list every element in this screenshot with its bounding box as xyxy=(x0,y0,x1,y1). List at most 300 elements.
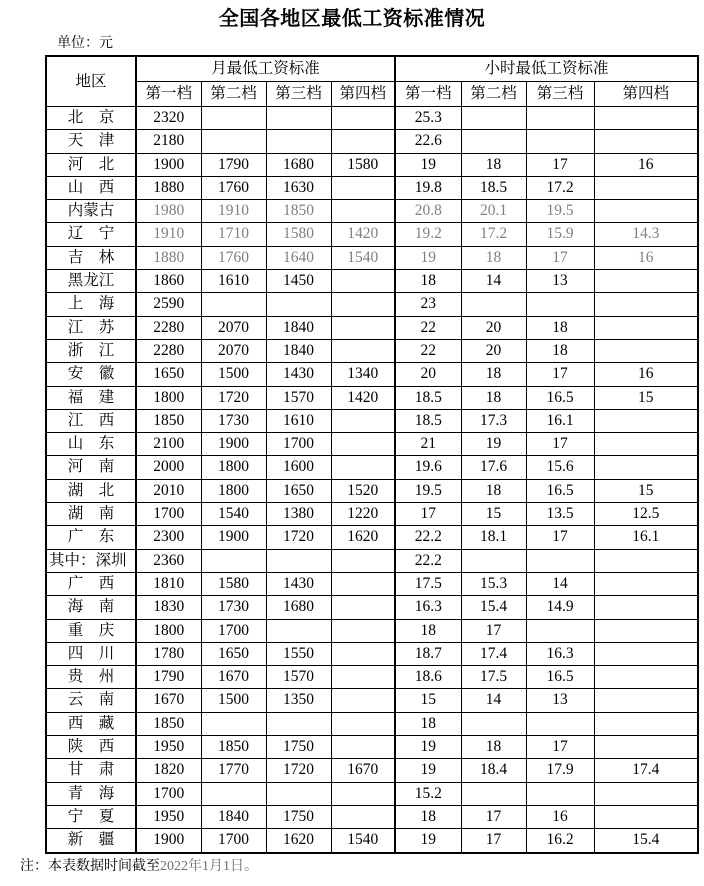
region-cell: 海 南 xyxy=(46,596,136,619)
region-cell: 四 川 xyxy=(46,642,136,665)
monthly-tier-3-cell: 1550 xyxy=(266,642,331,665)
monthly-tier-3-cell: 1570 xyxy=(266,386,331,409)
hourly-tier-2-cell: 17 xyxy=(461,805,526,828)
monthly-tier-1-cell: 1880 xyxy=(136,176,201,199)
region-cell: 天 津 xyxy=(46,130,136,153)
hourly-tier-4-cell xyxy=(594,572,698,595)
monthly-tier-2-cell: 1700 xyxy=(201,619,266,642)
monthly-tier-1-cell: 1800 xyxy=(136,386,201,409)
hourly-tier-2-cell xyxy=(461,130,526,153)
region-cell: 辽 宁 xyxy=(46,223,136,246)
hourly-tier-4-cell: 16 xyxy=(594,363,698,386)
table-row xyxy=(46,736,698,759)
footnote-date: 2022年1月1日。 xyxy=(160,858,258,874)
monthly-tier-4-cell xyxy=(331,666,395,689)
hourly-tier-2-cell: 18.1 xyxy=(461,526,526,549)
region-cell: 浙 江 xyxy=(46,339,136,362)
monthly-tier-2-cell: 1760 xyxy=(201,176,266,199)
hourly-tier-1-cell: 23 xyxy=(395,293,461,316)
monthly-tier-1-cell: 1820 xyxy=(136,759,201,782)
hourly-tier-4-cell xyxy=(594,782,698,805)
region-cell: 内蒙古 xyxy=(46,200,136,223)
region-cell: 河 南 xyxy=(46,456,136,479)
monthly-tier-3-cell: 1840 xyxy=(266,339,331,362)
hourly-tier-3-cell xyxy=(526,712,594,735)
table-row xyxy=(46,130,698,153)
hourly-tier-4-cell xyxy=(594,619,698,642)
monthly-tier-3-cell: 1680 xyxy=(266,153,331,176)
region-cell: 陕 西 xyxy=(46,736,136,759)
monthly-tier-3-cell: 1620 xyxy=(266,829,331,853)
table-row xyxy=(46,386,698,409)
monthly-tier-4-cell xyxy=(331,596,395,619)
hourly-tier-3-cell: 16.3 xyxy=(526,642,594,665)
region-cell: 青 海 xyxy=(46,782,136,805)
table-row xyxy=(46,479,698,502)
table-row xyxy=(46,153,698,176)
hourly-tier-2-cell: 20 xyxy=(461,316,526,339)
monthly-tier-3-cell: 1580 xyxy=(266,223,331,246)
table-row xyxy=(46,107,698,130)
header-hourly-tier-3: 第三档 xyxy=(526,82,594,107)
monthly-tier-3-cell: 1610 xyxy=(266,409,331,432)
region-cell: 北 京 xyxy=(46,107,136,130)
header-monthly-tier-3: 第三档 xyxy=(266,82,331,107)
table-row xyxy=(46,596,698,619)
hourly-tier-2-cell: 14 xyxy=(461,270,526,293)
table-row xyxy=(46,712,698,735)
hourly-tier-2-cell: 18.5 xyxy=(461,176,526,199)
monthly-tier-2-cell: 1800 xyxy=(201,456,266,479)
monthly-tier-4-cell: 1520 xyxy=(331,479,395,502)
monthly-tier-1-cell: 2590 xyxy=(136,293,201,316)
hourly-tier-3-cell: 17 xyxy=(526,433,594,456)
hourly-tier-3-cell: 19.5 xyxy=(526,200,594,223)
monthly-tier-4-cell xyxy=(331,689,395,712)
monthly-tier-1-cell: 1790 xyxy=(136,666,201,689)
region-cell: 山 东 xyxy=(46,433,136,456)
monthly-tier-2-cell xyxy=(201,107,266,130)
hourly-tier-2-cell xyxy=(461,549,526,572)
hourly-tier-4-cell xyxy=(594,270,698,293)
monthly-tier-1-cell: 1830 xyxy=(136,596,201,619)
hourly-tier-2-cell: 18.4 xyxy=(461,759,526,782)
monthly-tier-4-cell: 1420 xyxy=(331,386,395,409)
hourly-tier-4-cell: 16 xyxy=(594,153,698,176)
monthly-tier-2-cell: 1840 xyxy=(201,805,266,828)
monthly-tier-3-cell: 1700 xyxy=(266,433,331,456)
monthly-tier-4-cell xyxy=(331,433,395,456)
monthly-tier-3-cell: 1640 xyxy=(266,246,331,269)
monthly-tier-4-cell xyxy=(331,270,395,293)
hourly-tier-2-cell: 17 xyxy=(461,829,526,853)
monthly-tier-3-cell: 1680 xyxy=(266,596,331,619)
monthly-tier-1-cell: 2280 xyxy=(136,316,201,339)
hourly-tier-4-cell: 15.4 xyxy=(594,829,698,853)
monthly-tier-3-cell xyxy=(266,712,331,735)
hourly-tier-1-cell: 17 xyxy=(395,503,461,526)
hourly-tier-4-cell: 16.1 xyxy=(594,526,698,549)
hourly-tier-3-cell: 15.9 xyxy=(526,223,594,246)
monthly-tier-4-cell xyxy=(331,409,395,432)
footnote xyxy=(20,859,704,875)
hourly-tier-2-cell: 20.1 xyxy=(461,200,526,223)
monthly-tier-1-cell: 2010 xyxy=(136,479,201,502)
monthly-tier-3-cell xyxy=(266,619,331,642)
monthly-tier-4-cell xyxy=(331,549,395,572)
monthly-tier-3-cell xyxy=(266,782,331,805)
header-row-sections xyxy=(46,56,698,82)
hourly-tier-3-cell: 17.9 xyxy=(526,759,594,782)
monthly-tier-2-cell: 1720 xyxy=(201,386,266,409)
table-row xyxy=(46,363,698,386)
monthly-tier-4-cell xyxy=(331,736,395,759)
hourly-tier-2-cell xyxy=(461,293,526,316)
table-row xyxy=(46,829,698,853)
table-row xyxy=(46,689,698,712)
monthly-tier-3-cell: 1630 xyxy=(266,176,331,199)
monthly-tier-3-cell: 1720 xyxy=(266,759,331,782)
hourly-tier-1-cell: 18 xyxy=(395,270,461,293)
region-cell: 其中：深圳 xyxy=(46,549,136,572)
region-cell: 吉 林 xyxy=(46,246,136,269)
table-row xyxy=(46,503,698,526)
hourly-tier-4-cell xyxy=(594,736,698,759)
hourly-tier-1-cell: 19 xyxy=(395,759,461,782)
hourly-tier-2-cell: 15.3 xyxy=(461,572,526,595)
region-cell: 上 海 xyxy=(46,293,136,316)
hourly-tier-2-cell: 18 xyxy=(461,479,526,502)
monthly-tier-2-cell xyxy=(201,712,266,735)
table-body xyxy=(46,107,698,853)
hourly-tier-3-cell xyxy=(526,549,594,572)
header-region: 地区 xyxy=(46,56,136,107)
hourly-tier-3-cell: 18 xyxy=(526,316,594,339)
monthly-tier-4-cell: 1540 xyxy=(331,246,395,269)
monthly-tier-1-cell: 2360 xyxy=(136,549,201,572)
region-cell: 黑龙江 xyxy=(46,270,136,293)
hourly-tier-4-cell xyxy=(594,293,698,316)
monthly-tier-2-cell: 1730 xyxy=(201,409,266,432)
hourly-tier-3-cell: 16.5 xyxy=(526,386,594,409)
monthly-tier-2-cell: 1730 xyxy=(201,596,266,619)
header-monthly-tier-4: 第四档 xyxy=(331,82,395,107)
hourly-tier-3-cell: 16.1 xyxy=(526,409,594,432)
region-cell: 贵 州 xyxy=(46,666,136,689)
region-cell: 湖 南 xyxy=(46,503,136,526)
hourly-tier-3-cell: 16 xyxy=(526,805,594,828)
footnote-text: 注：本表数据时间截至 xyxy=(20,858,160,874)
hourly-tier-2-cell xyxy=(461,107,526,130)
monthly-tier-2-cell: 1650 xyxy=(201,642,266,665)
monthly-tier-2-cell: 1710 xyxy=(201,223,266,246)
table-row xyxy=(46,782,698,805)
region-cell: 河 北 xyxy=(46,153,136,176)
hourly-tier-1-cell: 25.3 xyxy=(395,107,461,130)
hourly-tier-3-cell: 17 xyxy=(526,363,594,386)
hourly-tier-1-cell: 19.5 xyxy=(395,479,461,502)
hourly-tier-2-cell: 17.4 xyxy=(461,642,526,665)
table-row xyxy=(46,572,698,595)
hourly-tier-1-cell: 19 xyxy=(395,153,461,176)
hourly-tier-1-cell: 20 xyxy=(395,363,461,386)
table-row xyxy=(46,526,698,549)
unit-label: 单位：元 xyxy=(57,36,113,51)
monthly-tier-4-cell: 1340 xyxy=(331,363,395,386)
monthly-tier-4-cell xyxy=(331,200,395,223)
monthly-tier-1-cell: 2100 xyxy=(136,433,201,456)
monthly-tier-1-cell: 1880 xyxy=(136,246,201,269)
hourly-tier-2-cell xyxy=(461,782,526,805)
hourly-tier-4-cell: 12.5 xyxy=(594,503,698,526)
hourly-tier-4-cell xyxy=(594,596,698,619)
monthly-tier-4-cell xyxy=(331,619,395,642)
hourly-tier-2-cell: 18 xyxy=(461,153,526,176)
monthly-tier-3-cell xyxy=(266,130,331,153)
table-row xyxy=(46,270,698,293)
monthly-tier-2-cell: 1910 xyxy=(201,200,266,223)
page-title: 全国各地区最低工资标准情况 xyxy=(218,6,486,30)
monthly-tier-4-cell: 1580 xyxy=(331,153,395,176)
monthly-tier-1-cell: 1950 xyxy=(136,805,201,828)
region-cell: 福 建 xyxy=(46,386,136,409)
region-cell: 重 庆 xyxy=(46,619,136,642)
hourly-tier-4-cell xyxy=(594,456,698,479)
hourly-tier-1-cell: 15 xyxy=(395,689,461,712)
monthly-tier-4-cell xyxy=(331,642,395,665)
table-row xyxy=(46,200,698,223)
monthly-tier-4-cell xyxy=(331,339,395,362)
hourly-tier-1-cell: 20.8 xyxy=(395,200,461,223)
monthly-tier-3-cell: 1380 xyxy=(266,503,331,526)
hourly-tier-2-cell: 17.3 xyxy=(461,409,526,432)
hourly-tier-2-cell: 15 xyxy=(461,503,526,526)
hourly-tier-2-cell: 17 xyxy=(461,619,526,642)
hourly-tier-4-cell: 15 xyxy=(594,386,698,409)
monthly-tier-1-cell: 1780 xyxy=(136,642,201,665)
monthly-tier-4-cell xyxy=(331,293,395,316)
hourly-tier-2-cell: 20 xyxy=(461,339,526,362)
hourly-tier-1-cell: 19 xyxy=(395,246,461,269)
monthly-tier-1-cell: 1910 xyxy=(136,223,201,246)
hourly-tier-4-cell xyxy=(594,339,698,362)
monthly-tier-1-cell: 1980 xyxy=(136,200,201,223)
monthly-tier-2-cell: 1770 xyxy=(201,759,266,782)
hourly-tier-3-cell: 16.2 xyxy=(526,829,594,853)
table-row xyxy=(46,223,698,246)
monthly-tier-1-cell: 2180 xyxy=(136,130,201,153)
monthly-tier-2-cell: 1500 xyxy=(201,689,266,712)
table-row xyxy=(46,759,698,782)
hourly-tier-3-cell xyxy=(526,130,594,153)
monthly-tier-4-cell: 1220 xyxy=(331,503,395,526)
monthly-tier-3-cell: 1840 xyxy=(266,316,331,339)
monthly-tier-4-cell xyxy=(331,805,395,828)
hourly-tier-4-cell xyxy=(594,107,698,130)
monthly-tier-2-cell: 1900 xyxy=(201,433,266,456)
hourly-tier-3-cell: 13 xyxy=(526,689,594,712)
monthly-tier-4-cell xyxy=(331,176,395,199)
hourly-tier-4-cell xyxy=(594,666,698,689)
region-cell: 山 西 xyxy=(46,176,136,199)
monthly-tier-4-cell xyxy=(331,456,395,479)
hourly-tier-4-cell xyxy=(594,805,698,828)
table-row xyxy=(46,433,698,456)
table-row xyxy=(46,339,698,362)
hourly-tier-4-cell xyxy=(594,712,698,735)
hourly-tier-3-cell: 17 xyxy=(526,526,594,549)
hourly-tier-2-cell: 17.5 xyxy=(461,666,526,689)
hourly-tier-1-cell: 18 xyxy=(395,805,461,828)
hourly-tier-3-cell: 17.2 xyxy=(526,176,594,199)
hourly-tier-1-cell: 22 xyxy=(395,339,461,362)
monthly-tier-1-cell: 1670 xyxy=(136,689,201,712)
monthly-tier-4-cell: 1540 xyxy=(331,829,395,853)
monthly-tier-3-cell: 1850 xyxy=(266,200,331,223)
hourly-tier-3-cell: 18 xyxy=(526,339,594,362)
hourly-tier-1-cell: 22 xyxy=(395,316,461,339)
hourly-tier-1-cell: 17.5 xyxy=(395,572,461,595)
hourly-tier-4-cell xyxy=(594,689,698,712)
header-monthly-section: 月最低工资标准 xyxy=(136,56,395,82)
monthly-tier-3-cell: 1350 xyxy=(266,689,331,712)
monthly-tier-2-cell: 1670 xyxy=(201,666,266,689)
hourly-tier-4-cell xyxy=(594,549,698,572)
table-header xyxy=(46,56,698,107)
hourly-tier-3-cell: 16.5 xyxy=(526,666,594,689)
hourly-tier-1-cell: 22.2 xyxy=(395,549,461,572)
hourly-tier-4-cell: 17.4 xyxy=(594,759,698,782)
monthly-tier-2-cell: 1760 xyxy=(201,246,266,269)
hourly-tier-2-cell: 18 xyxy=(461,246,526,269)
hourly-tier-1-cell: 19 xyxy=(395,736,461,759)
monthly-tier-2-cell: 1610 xyxy=(201,270,266,293)
monthly-tier-1-cell: 1950 xyxy=(136,736,201,759)
monthly-tier-4-cell xyxy=(331,572,395,595)
monthly-tier-3-cell xyxy=(266,107,331,130)
monthly-tier-2-cell: 2070 xyxy=(201,316,266,339)
table-row xyxy=(46,409,698,432)
region-cell: 新 疆 xyxy=(46,829,136,853)
hourly-tier-2-cell: 15.4 xyxy=(461,596,526,619)
header-hourly-tier-2: 第二档 xyxy=(461,82,526,107)
monthly-tier-2-cell xyxy=(201,782,266,805)
header-hourly-tier-4: 第四档 xyxy=(594,82,698,107)
monthly-tier-4-cell xyxy=(331,316,395,339)
monthly-tier-1-cell: 2300 xyxy=(136,526,201,549)
hourly-tier-2-cell: 18 xyxy=(461,386,526,409)
hourly-tier-4-cell xyxy=(594,409,698,432)
table-row xyxy=(46,456,698,479)
monthly-tier-4-cell xyxy=(331,782,395,805)
monthly-tier-1-cell: 2280 xyxy=(136,339,201,362)
hourly-tier-1-cell: 19.6 xyxy=(395,456,461,479)
monthly-tier-3-cell: 1650 xyxy=(266,479,331,502)
region-cell: 广 西 xyxy=(46,572,136,595)
table-row xyxy=(46,549,698,572)
hourly-tier-1-cell: 22.6 xyxy=(395,130,461,153)
hourly-tier-3-cell: 13 xyxy=(526,270,594,293)
hourly-tier-1-cell: 18.5 xyxy=(395,409,461,432)
hourly-tier-3-cell xyxy=(526,619,594,642)
monthly-tier-2-cell xyxy=(201,293,266,316)
header-monthly-tier-2: 第二档 xyxy=(201,82,266,107)
hourly-tier-2-cell: 17.2 xyxy=(461,223,526,246)
region-cell: 广 东 xyxy=(46,526,136,549)
header-hourly-section: 小时最低工资标准 xyxy=(395,56,698,82)
hourly-tier-4-cell xyxy=(594,130,698,153)
table-row xyxy=(46,316,698,339)
hourly-tier-3-cell: 17 xyxy=(526,246,594,269)
monthly-tier-3-cell: 1570 xyxy=(266,666,331,689)
hourly-tier-1-cell: 21 xyxy=(395,433,461,456)
header-monthly-tier-1: 第一档 xyxy=(136,82,201,107)
monthly-tier-3-cell: 1430 xyxy=(266,572,331,595)
header-hourly-tier-1: 第一档 xyxy=(395,82,461,107)
table-row xyxy=(46,176,698,199)
monthly-tier-4-cell xyxy=(331,130,395,153)
hourly-tier-3-cell: 14 xyxy=(526,572,594,595)
hourly-tier-1-cell: 18.6 xyxy=(395,666,461,689)
monthly-tier-3-cell: 1450 xyxy=(266,270,331,293)
monthly-tier-1-cell: 1860 xyxy=(136,270,201,293)
table-row xyxy=(46,805,698,828)
region-cell: 安 徽 xyxy=(46,363,136,386)
monthly-tier-2-cell xyxy=(201,549,266,572)
minimum-wage-table xyxy=(45,55,699,854)
hourly-tier-1-cell: 18 xyxy=(395,712,461,735)
monthly-tier-1-cell: 1900 xyxy=(136,153,201,176)
hourly-tier-3-cell xyxy=(526,293,594,316)
monthly-tier-2-cell: 1800 xyxy=(201,479,266,502)
monthly-tier-3-cell: 1600 xyxy=(266,456,331,479)
hourly-tier-3-cell: 16.5 xyxy=(526,479,594,502)
hourly-tier-1-cell: 19.2 xyxy=(395,223,461,246)
monthly-tier-3-cell: 1750 xyxy=(266,736,331,759)
hourly-tier-1-cell: 18 xyxy=(395,619,461,642)
hourly-tier-3-cell: 17 xyxy=(526,153,594,176)
monthly-tier-1-cell: 1650 xyxy=(136,363,201,386)
monthly-tier-4-cell: 1670 xyxy=(331,759,395,782)
table-row xyxy=(46,666,698,689)
monthly-tier-1-cell: 1700 xyxy=(136,503,201,526)
hourly-tier-4-cell: 14.3 xyxy=(594,223,698,246)
table-row xyxy=(46,293,698,316)
monthly-tier-2-cell: 1850 xyxy=(201,736,266,759)
monthly-tier-4-cell xyxy=(331,107,395,130)
monthly-tier-1-cell: 1700 xyxy=(136,782,201,805)
hourly-tier-4-cell xyxy=(594,316,698,339)
hourly-tier-2-cell: 14 xyxy=(461,689,526,712)
monthly-tier-3-cell: 1430 xyxy=(266,363,331,386)
monthly-tier-2-cell: 1500 xyxy=(201,363,266,386)
monthly-tier-2-cell: 2070 xyxy=(201,339,266,362)
monthly-tier-3-cell: 1720 xyxy=(266,526,331,549)
hourly-tier-2-cell: 18 xyxy=(461,363,526,386)
hourly-tier-4-cell xyxy=(594,176,698,199)
monthly-tier-3-cell xyxy=(266,293,331,316)
monthly-tier-2-cell: 1580 xyxy=(201,572,266,595)
monthly-tier-2-cell: 1900 xyxy=(201,526,266,549)
hourly-tier-4-cell: 15 xyxy=(594,479,698,502)
hourly-tier-2-cell: 18 xyxy=(461,736,526,759)
hourly-tier-2-cell: 19 xyxy=(461,433,526,456)
region-cell: 甘 肃 xyxy=(46,759,136,782)
hourly-tier-4-cell: 16 xyxy=(594,246,698,269)
monthly-tier-3-cell: 1750 xyxy=(266,805,331,828)
monthly-tier-1-cell: 1850 xyxy=(136,712,201,735)
hourly-tier-1-cell: 15.2 xyxy=(395,782,461,805)
